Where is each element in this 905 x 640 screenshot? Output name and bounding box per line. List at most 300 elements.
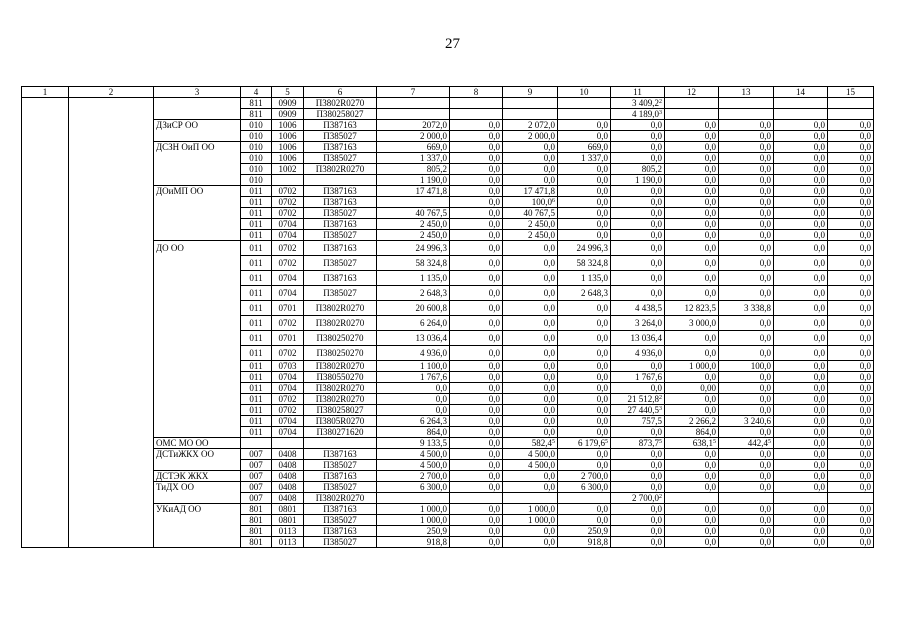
table-cell <box>828 271 874 286</box>
table-cell <box>828 346 874 361</box>
table-cell <box>304 186 377 197</box>
cell-value: 0,0 <box>759 288 771 298</box>
cell-value: 0,0 <box>435 383 447 393</box>
table-cell <box>503 427 558 438</box>
cell-value: 0,0 <box>543 348 555 358</box>
cell-value: 0,0 <box>488 449 500 459</box>
table-cell <box>665 301 719 316</box>
cell-value: 0,0 <box>759 348 771 358</box>
cell-value: 0,0 <box>596 131 608 141</box>
table-cell <box>558 372 611 383</box>
cell-value: 0,0 <box>596 372 608 382</box>
cell-value: 4 189,0 <box>632 109 659 119</box>
cell-value: 0,0 <box>543 164 555 174</box>
cell-value: 0,0 <box>859 186 871 196</box>
cell-value: 0,0 <box>596 394 608 404</box>
table-cell <box>719 301 774 316</box>
cell-value: 011 <box>249 258 263 268</box>
table-cell <box>304 142 377 153</box>
cell-value: 0,0 <box>813 449 825 459</box>
cell-value: 58 324,8 <box>576 258 608 268</box>
cell-value: П3802R0270 <box>315 383 365 393</box>
cell-value: 0704 <box>278 372 297 382</box>
cell-value: 0,0 <box>543 303 555 313</box>
group-cell <box>154 427 241 438</box>
cell-value: П385027 <box>323 515 357 525</box>
table-cell <box>450 98 503 109</box>
table-cell <box>665 109 719 120</box>
cell-value: 2 700,0 <box>420 471 447 481</box>
table-cell <box>272 515 304 526</box>
table-cell <box>558 438 611 449</box>
table-cell <box>450 142 503 153</box>
cell-value: П385027 <box>323 288 357 298</box>
cell-value: 0,0 <box>704 288 716 298</box>
cell-value: П385027 <box>323 482 357 492</box>
table-cell <box>272 230 304 241</box>
table-cell <box>828 394 874 405</box>
table-cell <box>828 98 874 109</box>
table-cell <box>774 416 828 427</box>
table-cell <box>241 526 272 537</box>
cell-value: 011 <box>249 383 263 393</box>
table-cell <box>450 316 503 331</box>
table-cell <box>241 331 272 346</box>
table-cell <box>503 301 558 316</box>
table-cell <box>665 219 719 230</box>
table-cell <box>503 405 558 416</box>
table-cell <box>304 394 377 405</box>
cell-value: 0,0 <box>859 333 871 343</box>
cell-value: 0,0 <box>596 197 608 207</box>
cell-value: 0,0 <box>488 471 500 481</box>
header-cell: 11 <box>611 87 665 98</box>
cell-value: 0,0 <box>543 482 555 492</box>
table-cell <box>611 142 665 153</box>
cell-value: 0,0 <box>859 230 871 240</box>
table-cell <box>304 109 377 120</box>
table-cell <box>665 197 719 208</box>
table-cell <box>719 164 774 175</box>
table-cell <box>665 526 719 537</box>
footnote-mark: 2 <box>659 494 662 500</box>
cell-value: 13 036,4 <box>630 333 662 343</box>
table-cell <box>719 175 774 186</box>
cell-value: 0,0 <box>859 537 871 547</box>
cell-value: 0,0 <box>859 438 871 448</box>
cell-value: 011 <box>249 348 263 358</box>
table-cell <box>774 120 828 131</box>
table-cell <box>304 230 377 241</box>
cell-value: 010 <box>249 175 263 185</box>
table-cell <box>774 131 828 142</box>
cell-value: П387163 <box>323 243 357 253</box>
cell-value: 011 <box>249 361 263 371</box>
cell-value: 0,0 <box>859 153 871 163</box>
table-cell <box>611 427 665 438</box>
cell-value: П387163 <box>323 219 357 229</box>
table-cell <box>774 175 828 186</box>
cell-value: 0,0 <box>704 504 716 514</box>
table-cell <box>241 197 272 208</box>
header-cell: 4 <box>241 87 272 98</box>
cell-value: 0,0 <box>813 515 825 525</box>
table-cell <box>611 316 665 331</box>
cell-value: 0,0 <box>543 175 555 185</box>
cell-value: 0,0 <box>813 416 825 426</box>
table-cell <box>611 438 665 449</box>
group-cell <box>154 109 241 120</box>
cell-value: 0,0 <box>435 405 447 415</box>
cell-value: 918,8 <box>426 537 447 547</box>
table-header-row <box>22 87 874 98</box>
cell-value: 0,0 <box>704 164 716 174</box>
cell-value: 0,0 <box>859 318 871 328</box>
table-cell <box>611 537 665 548</box>
cell-value: 0,0 <box>813 405 825 415</box>
cell-value: 011 <box>249 230 263 240</box>
footnote-mark: 5 <box>552 439 555 445</box>
table-cell <box>828 438 874 449</box>
cell-value: 0,0 <box>759 186 771 196</box>
cell-value: 0,0 <box>488 348 500 358</box>
cell-value: 1 135,0 <box>581 273 608 283</box>
table-cell <box>304 153 377 164</box>
cell-value: 0,0 <box>704 273 716 283</box>
cell-value: 0,0 <box>813 186 825 196</box>
cell-value: 0,0 <box>759 142 771 152</box>
table-cell <box>503 208 558 219</box>
cell-value: 0,0 <box>704 372 716 382</box>
table-cell <box>450 493 503 504</box>
table-cell <box>304 131 377 142</box>
table-cell <box>450 241 503 256</box>
table-cell <box>774 537 828 548</box>
table-cell <box>377 361 450 372</box>
table-cell <box>450 438 503 449</box>
table-cell <box>558 142 611 153</box>
footnote-mark: 3 <box>659 406 662 412</box>
cell-value: 0,0 <box>650 197 662 207</box>
cell-value: П3802R0270 <box>315 394 365 404</box>
col1-cell <box>22 98 69 548</box>
table-cell <box>377 537 450 548</box>
group-cell <box>154 164 241 175</box>
table-cell <box>450 361 503 372</box>
table-cell <box>450 219 503 230</box>
cell-value: 6 300,0 <box>581 482 608 492</box>
cell-value: 0,0 <box>759 515 771 525</box>
cell-value: П385027 <box>323 131 357 141</box>
cell-value: 805,2 <box>426 164 447 174</box>
cell-value: 0,0 <box>596 416 608 426</box>
table-cell <box>272 186 304 197</box>
table-cell <box>719 153 774 164</box>
table-cell <box>719 286 774 301</box>
table-cell <box>611 405 665 416</box>
table-cell <box>774 526 828 537</box>
cell-value: 0,0 <box>759 318 771 328</box>
cell-value: 0,0 <box>813 372 825 382</box>
table-cell <box>828 427 874 438</box>
table-cell <box>665 98 719 109</box>
table-cell <box>774 361 828 372</box>
table-cell <box>828 482 874 493</box>
cell-value: П385027 <box>323 460 357 470</box>
cell-value: 0,0 <box>543 416 555 426</box>
cell-value: 0,0 <box>813 273 825 283</box>
cell-value: 0,0 <box>596 164 608 174</box>
table-cell <box>774 383 828 394</box>
table-cell <box>377 504 450 515</box>
table-cell <box>503 142 558 153</box>
cell-value: 0,0 <box>704 258 716 268</box>
table-cell <box>450 208 503 219</box>
cell-value: 0,0 <box>704 348 716 358</box>
table-cell <box>377 438 450 449</box>
cell-value: 0,0 <box>759 273 771 283</box>
table-cell <box>304 493 377 504</box>
table-cell <box>503 438 558 449</box>
table-cell <box>272 394 304 405</box>
table-cell <box>304 331 377 346</box>
table-cell <box>558 271 611 286</box>
cell-value: 0,0 <box>650 243 662 253</box>
group-cell <box>154 493 241 504</box>
cell-value: 0,0 <box>596 504 608 514</box>
cell-value: 011 <box>249 243 263 253</box>
cell-value: 6 300,0 <box>420 482 447 492</box>
table-cell <box>558 405 611 416</box>
table-cell <box>377 515 450 526</box>
cell-value: 0,0 <box>759 197 771 207</box>
table-cell <box>377 405 450 416</box>
table-cell <box>503 109 558 120</box>
footnote-mark: 2 <box>659 99 662 105</box>
cell-value: 0,0 <box>543 405 555 415</box>
table-cell <box>558 346 611 361</box>
cell-value: 0,0 <box>650 142 662 152</box>
table-cell <box>450 230 503 241</box>
footnote-mark: 6 <box>552 198 555 204</box>
cell-value: 0,0 <box>759 405 771 415</box>
table-cell <box>272 316 304 331</box>
table-cell <box>450 346 503 361</box>
table-cell <box>665 175 719 186</box>
cell-value: 011 <box>249 208 263 218</box>
table-cell <box>828 230 874 241</box>
table-cell <box>503 256 558 271</box>
cell-value: 0,0 <box>704 333 716 343</box>
table-cell <box>503 153 558 164</box>
cell-value: 21 512,8 <box>627 394 659 404</box>
cell-value: 0,0 <box>650 504 662 514</box>
table-cell <box>611 460 665 471</box>
table-cell <box>241 98 272 109</box>
cell-value: 0,0 <box>543 333 555 343</box>
cell-value: 011 <box>249 273 263 283</box>
table-cell <box>828 493 874 504</box>
cell-value: 011 <box>249 427 263 437</box>
table-cell <box>558 241 611 256</box>
table-cell <box>304 301 377 316</box>
table-cell <box>774 98 828 109</box>
cell-value: 0,0 <box>813 427 825 437</box>
table-cell <box>304 241 377 256</box>
table-cell <box>719 493 774 504</box>
table-cell <box>272 482 304 493</box>
cell-value: П387163 <box>323 273 357 283</box>
table-cell <box>241 271 272 286</box>
header-cell: 5 <box>272 87 304 98</box>
table-cell <box>774 471 828 482</box>
cell-value: 0,0 <box>543 471 555 481</box>
table-cell <box>241 493 272 504</box>
cell-value: 0,0 <box>488 318 500 328</box>
table-cell <box>558 383 611 394</box>
cell-value: 0,0 <box>488 427 500 437</box>
cell-value: 0702 <box>278 348 297 358</box>
table-cell <box>665 186 719 197</box>
cell-value: 0,0 <box>704 526 716 536</box>
cell-value: 0,0 <box>813 131 825 141</box>
cell-value: 3 240,6 <box>744 416 771 426</box>
group-cell <box>154 175 241 186</box>
cell-value: 1 000,0 <box>420 504 447 514</box>
cell-value: 0,0 <box>859 427 871 437</box>
cell-value: 0704 <box>278 273 297 283</box>
table-cell <box>241 515 272 526</box>
group-cell <box>154 271 241 286</box>
cell-value: 811 <box>249 109 263 119</box>
table-cell <box>241 438 272 449</box>
table-cell <box>503 537 558 548</box>
table-cell <box>241 120 272 131</box>
table-cell <box>241 219 272 230</box>
table-cell <box>719 346 774 361</box>
cell-value: 011 <box>249 333 263 343</box>
table-cell <box>719 460 774 471</box>
table-cell <box>304 316 377 331</box>
table-cell <box>241 153 272 164</box>
table-cell <box>304 515 377 526</box>
cell-value: 0,0 <box>488 515 500 525</box>
table-cell <box>377 383 450 394</box>
table-cell <box>828 256 874 271</box>
table-cell <box>665 471 719 482</box>
cell-value: 0,0 <box>596 230 608 240</box>
table-cell <box>241 537 272 548</box>
table-cell <box>377 286 450 301</box>
cell-value: 010 <box>249 120 263 130</box>
cell-value: 0,0 <box>704 230 716 240</box>
table-cell <box>828 186 874 197</box>
footnote-mark: 3 <box>659 110 662 116</box>
table-cell <box>304 175 377 186</box>
table-cell <box>558 153 611 164</box>
table-cell <box>611 301 665 316</box>
table-cell <box>450 449 503 460</box>
header-cell: 1 <box>22 87 69 98</box>
group-cell <box>154 208 241 219</box>
cell-value: 0,0 <box>704 197 716 207</box>
cell-value: 0,0 <box>488 405 500 415</box>
table-cell <box>241 427 272 438</box>
table-cell <box>503 383 558 394</box>
cell-value: 0,0 <box>813 383 825 393</box>
table-cell <box>304 197 377 208</box>
table-cell <box>304 482 377 493</box>
footnote-mark: 5 <box>659 439 662 445</box>
cell-value: 0909 <box>278 98 297 108</box>
table-cell <box>665 438 719 449</box>
cell-value: 0,0 <box>759 258 771 268</box>
group-cell <box>154 286 241 301</box>
table-cell <box>377 471 450 482</box>
cell-value: 0,0 <box>488 131 500 141</box>
cell-value: 0,00 <box>700 383 716 393</box>
cell-value: 2 000,0 <box>420 131 447 141</box>
table-cell <box>719 241 774 256</box>
cell-value: 0801 <box>278 515 297 525</box>
cell-value: 0,0 <box>759 153 771 163</box>
cell-value: 3 000,0 <box>689 318 716 328</box>
table-cell <box>558 504 611 515</box>
table-cell <box>241 164 272 175</box>
group-cell: УКиАД ОО <box>154 504 241 515</box>
table-cell <box>774 372 828 383</box>
table-cell <box>774 504 828 515</box>
table-cell <box>558 186 611 197</box>
cell-value: 0,0 <box>650 361 662 371</box>
table-cell <box>828 175 874 186</box>
cell-value: 0,0 <box>704 449 716 459</box>
cell-value: 1 000,0 <box>689 361 716 371</box>
cell-value: 582,4 <box>531 438 552 448</box>
table-cell <box>828 471 874 482</box>
table-cell <box>304 427 377 438</box>
table-cell <box>611 208 665 219</box>
table-cell <box>611 230 665 241</box>
table-cell <box>450 153 503 164</box>
table-cell <box>450 120 503 131</box>
table-cell <box>272 219 304 230</box>
table-cell <box>828 208 874 219</box>
table-cell <box>241 449 272 460</box>
cell-value: 0,0 <box>859 197 871 207</box>
table-cell <box>774 460 828 471</box>
cell-value: 1 100,0 <box>420 361 447 371</box>
cell-value: 24 996,3 <box>576 243 608 253</box>
table-cell <box>377 416 450 427</box>
table-cell <box>241 142 272 153</box>
table-cell <box>611 120 665 131</box>
table-cell <box>558 537 611 548</box>
cell-value: 0702 <box>278 186 297 196</box>
cell-value: 0,0 <box>543 288 555 298</box>
cell-value: 0,0 <box>859 258 871 268</box>
cell-value: 0,0 <box>650 288 662 298</box>
cell-value: 0,0 <box>813 142 825 152</box>
cell-value: 0,0 <box>704 537 716 547</box>
cell-value: 0,0 <box>488 175 500 185</box>
table-cell <box>611 526 665 537</box>
table-cell <box>377 316 450 331</box>
cell-value: 0704 <box>278 427 297 437</box>
table-cell <box>558 515 611 526</box>
cell-value: 6 264,3 <box>420 416 447 426</box>
cell-value: 873,7 <box>638 438 659 448</box>
